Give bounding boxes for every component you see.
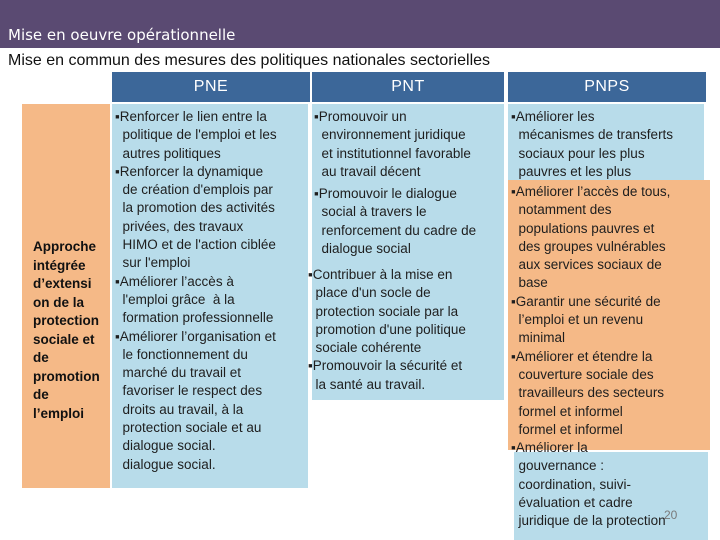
slide-title: Mise en commun des mesures des politiques nationales sectorielles (8, 52, 491, 69)
pnt-text-1: ▪Promouvoir un environnement juridique et institutionnel favorable au travail décent (314, 109, 471, 179)
column-header-pnt: PNT (312, 72, 504, 102)
pnt-text-2: ▪Promouvoir le dialogue social à travers le renforcement du cadre de dialogue social (314, 186, 477, 256)
pnps-text-2: ▪Améliorer l’accès de tous, notamment des populations pauvres et des groupes vulnérables aux services sociaux de base ▪Garantir une sécurité de l’emploi et un revenu minimal ▪Améliorer et étendre la couverture sociale des travailleurs des secteurs formel et informel formel et informel ▪Améliorer la gouvernance : coordination, suivi- évaluation et cadre juridique de la protection (511, 184, 671, 529)
pnps-text-1: ▪Améliorer les mécanismes de transferts sociaux pour les plus pauvres et les plus (511, 109, 674, 179)
column-header-pne: PNE (112, 72, 310, 102)
page-number: 20 (664, 508, 678, 522)
row-label: Approche intégrée d’extensi on de la protection sociale et de promotion de l’emploi (33, 239, 100, 421)
column-header-pnps: PNPS (508, 72, 706, 102)
pne-text: ▪Renforcer le lien entre la politique de l'emploi et les autres politiques ▪Renforcer la dynamique de création d'emplois par la promotion des activités privées, des travaux HIMO et de l'action ciblée sur l'emploi ▪Améliorer l’accès à l'emploi grâce à la formation professionnelle ▪Améliorer l’organisation et le fonctionnement du marché du travail et favoriser le respect des droits au travail, à la protection sociale et au dialogue social. dialogue social. (115, 109, 277, 472)
section-supertitle: Mise en oeuvre opérationnelle (8, 26, 236, 44)
pnt-text-3: ▪Contribuer à la mise en place d'un socle de protection sociale par la promotion d'une politique sociale cohérente ▪Promouvoir la sécurité et la santé au travail. (308, 267, 466, 392)
